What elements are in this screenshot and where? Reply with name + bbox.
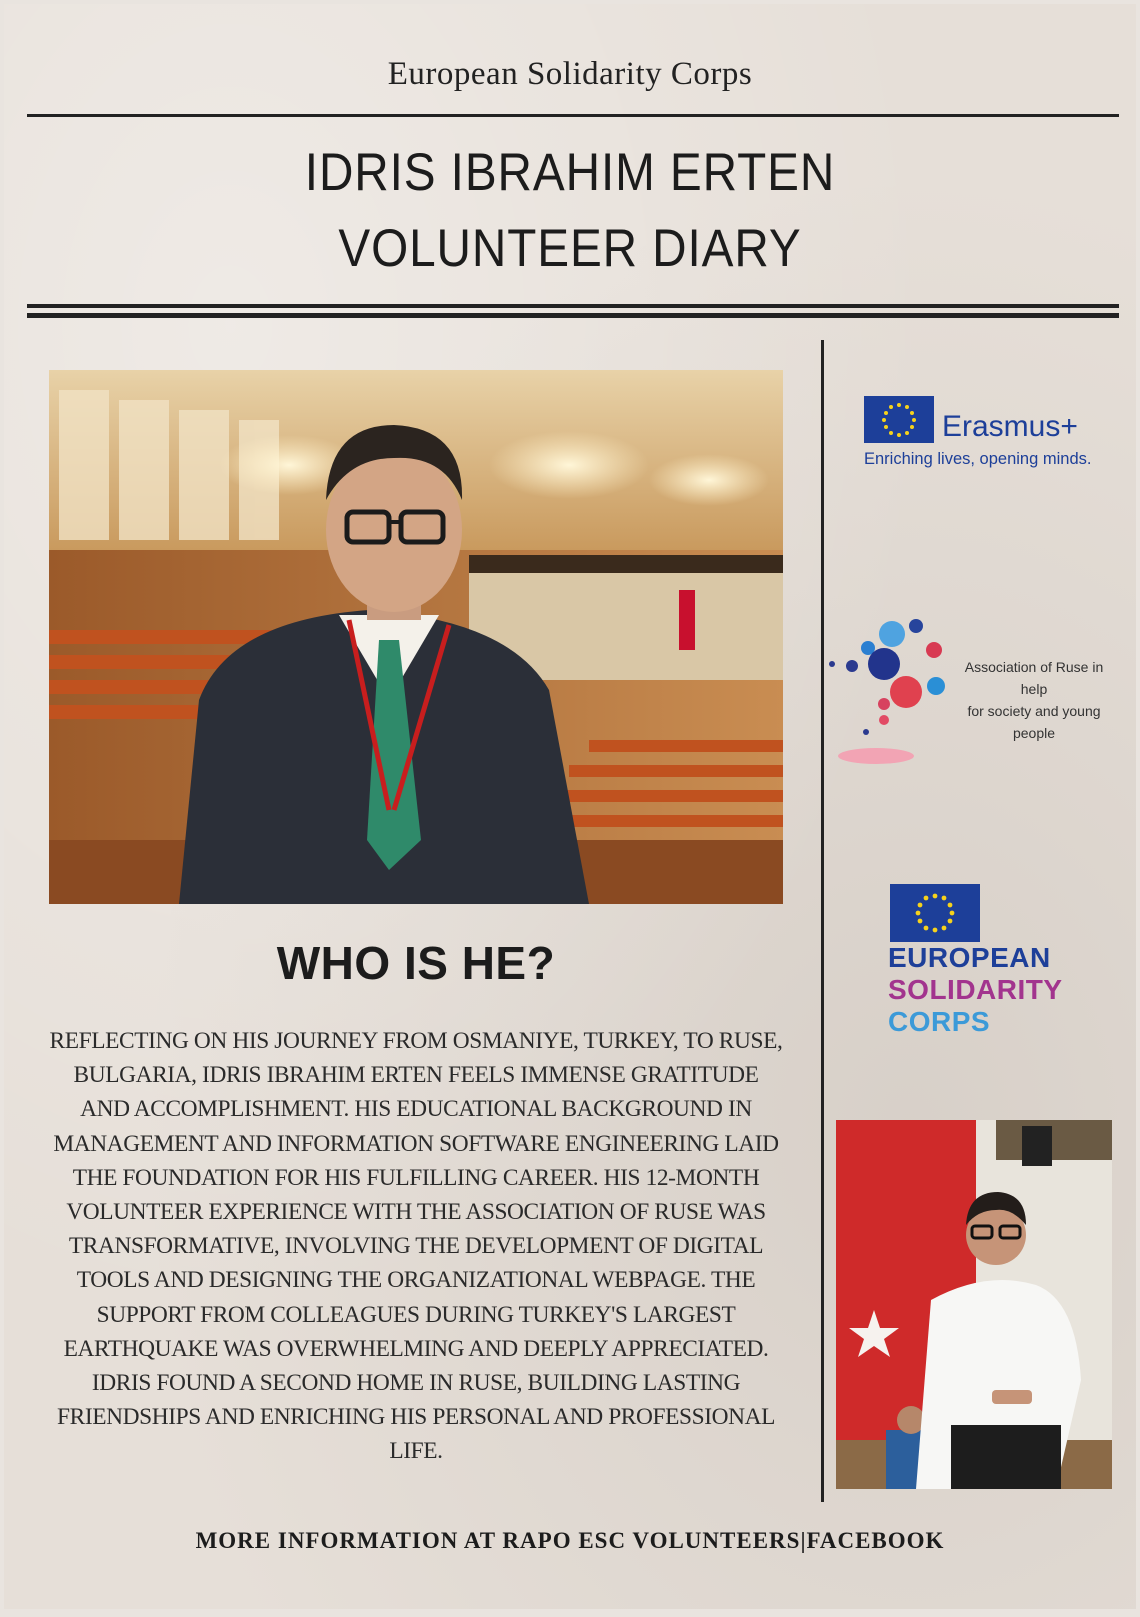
double-rule-top <box>27 304 1119 308</box>
photo-flag-portrait <box>836 1120 1112 1489</box>
erasmus-logo <box>864 396 1124 476</box>
esc-line3: CORPS <box>888 1006 991 1037</box>
association-line3: people <box>1012 725 1056 741</box>
esc-logo <box>888 884 1128 1044</box>
double-rule-bottom <box>27 313 1119 318</box>
erasmus-tagline: Enriching lives, opening minds. <box>864 450 1092 468</box>
title-subtitle: VOLUNTEER DIARY <box>338 219 802 278</box>
association-dots-logo-icon <box>824 616 954 766</box>
section-heading: WHO IS HE? <box>276 937 556 989</box>
erasmus-name: Erasmus+ <box>942 410 1078 443</box>
association-logo <box>824 616 1124 766</box>
eu-flag-icon <box>864 396 934 443</box>
photo-parliament-portrait <box>49 370 783 904</box>
column-divider <box>821 340 824 1502</box>
footer-info: MORE INFORMATION AT RAPO ESC VOLUNTEERS|FACEBOOK <box>195 1528 945 1553</box>
top-rule <box>27 114 1119 117</box>
organization-name: European Solidarity Corps <box>387 56 753 92</box>
esc-line2: SOLIDARITY <box>888 974 1063 1005</box>
bio-paragraph: REFLECTING ON HIS JOURNEY FROM OSMANIYE, TURKEY, TO RUSE, BULGARIA, IDRIS IBRAHIM ERTEN FEELS IMMENSE GRATITUDE AND ACCOMPLISHMENT. HIS EDUCATIONAL BACKGROUND IN MANAGEMENT AND INFORMATION SOFTWARE ENGINEERING LAID THE FOUNDATION FOR HIS FULFILLING CAREER. HIS 12-MONTH VOLUNTEER EXPERIENCE WITH THE ASSOCIATION OF RUSE WAS TRANSFORMATIVE, INVOLVING THE DEVELOPMENT OF DIGITAL TOOLS AND DESIGNING THE ORGANIZATIONAL WEBPAGE. THE SUPPORT FROM COLLEAGUES DURING TURKEY'S LARGEST EARTHQUAKE WAS OVERWHELMING AND DEEPLY APPRECIATED. IDRIS FOUND A SECOND HOME IN RUSE, BUILDING LASTING FRIENDSHIPS AND ENRICHING HIS PERSONAL AND PROFESSIONAL LIFE. <box>49 1028 783 1465</box>
association-name <box>954 656 1114 744</box>
poster <box>4 4 1136 1609</box>
association-line1: Association of Ruse in help <box>964 659 1104 697</box>
title-name: IDRIS IBRAHIM ERTEN <box>304 143 836 202</box>
esc-line1: EUROPEAN <box>888 942 1051 973</box>
association-line2: for society and young <box>967 703 1101 719</box>
eu-flag-icon <box>890 884 980 942</box>
